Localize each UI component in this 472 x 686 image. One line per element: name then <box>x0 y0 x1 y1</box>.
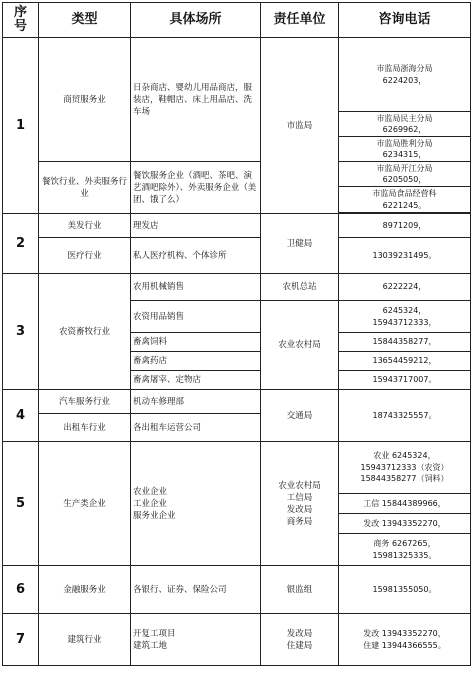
table-row <box>3 162 471 187</box>
place-cell: 各银行、证券、保险公司 <box>131 566 261 614</box>
seq-cell: 7 <box>3 614 39 666</box>
header-phone: 咨询电话 <box>339 3 471 38</box>
unit-cell: 发改局 住建局 <box>261 614 339 666</box>
phone-cell: 工信 15844389966， <box>339 494 471 514</box>
type-cell: 医疗行业 <box>39 238 131 274</box>
unit-cell: 卫健局 <box>261 214 339 274</box>
unit-cell: 农业农村局 <box>261 301 339 390</box>
table-row <box>3 442 471 494</box>
phone-text: 6234315， <box>382 150 427 159</box>
place-cell: 餐饮服务企业（酒吧、茶吧、演艺酒吧除外）、外卖服务企业（美团、饿了么） <box>131 162 261 214</box>
seq-cell: 3 <box>3 274 39 390</box>
header-row <box>3 3 471 38</box>
seq-cell: 5 <box>3 442 39 566</box>
phone-cell <box>339 614 471 666</box>
table-row <box>3 566 471 614</box>
phone-cell <box>339 442 471 494</box>
place-cell: 开复工项目 建筑工地 <box>131 614 261 666</box>
type-cell: 金融服务业 <box>39 566 131 614</box>
table-row <box>3 38 471 112</box>
phone-text: 15981325335。 <box>372 550 437 560</box>
phone-cell: 13654459212， <box>339 352 471 371</box>
phone-cell: 15844358277， <box>339 333 471 352</box>
phone-text: 商务 6267265， <box>373 539 436 548</box>
phone-text: 市监局浙海分局 <box>376 64 433 73</box>
phone-cell: 8971209， <box>339 214 471 238</box>
type-cell: 美发行业 <box>39 214 131 238</box>
phone-text: 住建 13944366555。 <box>363 640 446 650</box>
phone-text: 6245324， <box>382 306 427 315</box>
table-row <box>3 274 471 301</box>
table-row <box>3 214 471 238</box>
phone-text: 6221245。 <box>382 200 427 210</box>
phone-cell <box>339 162 471 187</box>
seq-cell: 2 <box>3 214 39 274</box>
phone-cell: 6222224， <box>339 274 471 301</box>
table-row <box>3 238 471 274</box>
seq-cell: 1 <box>3 38 39 214</box>
type-cell: 商贸服务业 <box>39 38 131 162</box>
place-cell: 各出租车运营公司 <box>131 414 261 442</box>
phone-cell <box>339 534 471 566</box>
phone-cell: 18743325557。 <box>339 390 471 442</box>
phone-text: 6205050， <box>382 175 427 184</box>
phone-text: 市监局胜利分局 <box>376 138 433 148</box>
unit-cell: 农业农村局 工信局 发改局 商务局 <box>261 442 339 566</box>
place-cell: 私人医疗机构、个体诊所 <box>131 238 261 274</box>
phone-text: 6269962， <box>382 125 427 134</box>
phone-text: 市监局民主分局 <box>376 113 433 123</box>
phone-cell <box>339 187 471 213</box>
phone-cell <box>339 137 471 162</box>
phone-text: 15943712333， <box>372 317 437 327</box>
place-cell: 畜禽屠宰、定物店 <box>131 371 261 390</box>
contact-table <box>2 2 471 666</box>
place-cell: 日杂商店、婴幼儿用品商店，服装店，鞋帽店、床上用品店、洗车场 <box>131 38 261 162</box>
place-cell: 农业企业 工业企业 服务业企业 <box>131 442 261 566</box>
place-cell: 畜禽饲料 <box>131 333 261 352</box>
phone-text: 15844358277（饲料） <box>360 474 449 484</box>
place-cell: 农用机械销售 <box>131 274 261 301</box>
place-cell: 机动车修理部 <box>131 390 261 414</box>
unit-cell: 市监局 <box>261 38 339 214</box>
type-cell: 农资畜牧行业 <box>39 274 131 390</box>
type-cell: 建筑行业 <box>39 614 131 666</box>
phone-cell: 15981355050。 <box>339 566 471 614</box>
type-cell: 汽车服务行业 <box>39 390 131 414</box>
unit-cell: 交通局 <box>261 390 339 442</box>
phone-text: 15943712333（农资） <box>360 462 449 472</box>
table-row <box>3 390 471 414</box>
phone-cell <box>339 301 471 333</box>
header-seq: 序号 <box>3 3 39 38</box>
phone-cell <box>339 38 471 112</box>
type-cell: 餐饮行业、外卖服务行业 <box>39 162 131 214</box>
unit-cell: 银监组 <box>261 566 339 614</box>
phone-cell: 发改 13943352270， <box>339 514 471 534</box>
type-cell: 生产类企业 <box>39 442 131 566</box>
phone-text: 市监局食品经营科 <box>372 189 437 198</box>
place-cell: 理发店 <box>131 214 261 238</box>
type-cell: 出租车行业 <box>39 414 131 442</box>
phone-text: 发改 13943352270， <box>363 629 446 638</box>
place-cell: 农资用品销售 <box>131 301 261 333</box>
unit-cell: 农机总站 <box>261 274 339 301</box>
phone-text: 6224203， <box>382 75 427 85</box>
header-type: 类型 <box>39 3 131 38</box>
table-row <box>3 614 471 666</box>
header-place: 具体场所 <box>131 3 261 38</box>
place-cell: 畜禽药店 <box>131 352 261 371</box>
phone-text: 市监局开江分局 <box>376 163 433 173</box>
phone-cell: 15943717007。 <box>339 371 471 390</box>
phone-text: 农业 6245324， <box>373 451 436 461</box>
phone-cell: 13039231495。 <box>339 238 471 274</box>
header-unit: 责任单位 <box>261 3 339 38</box>
seq-cell: 4 <box>3 390 39 442</box>
phone-cell <box>339 112 471 137</box>
seq-cell: 6 <box>3 566 39 614</box>
